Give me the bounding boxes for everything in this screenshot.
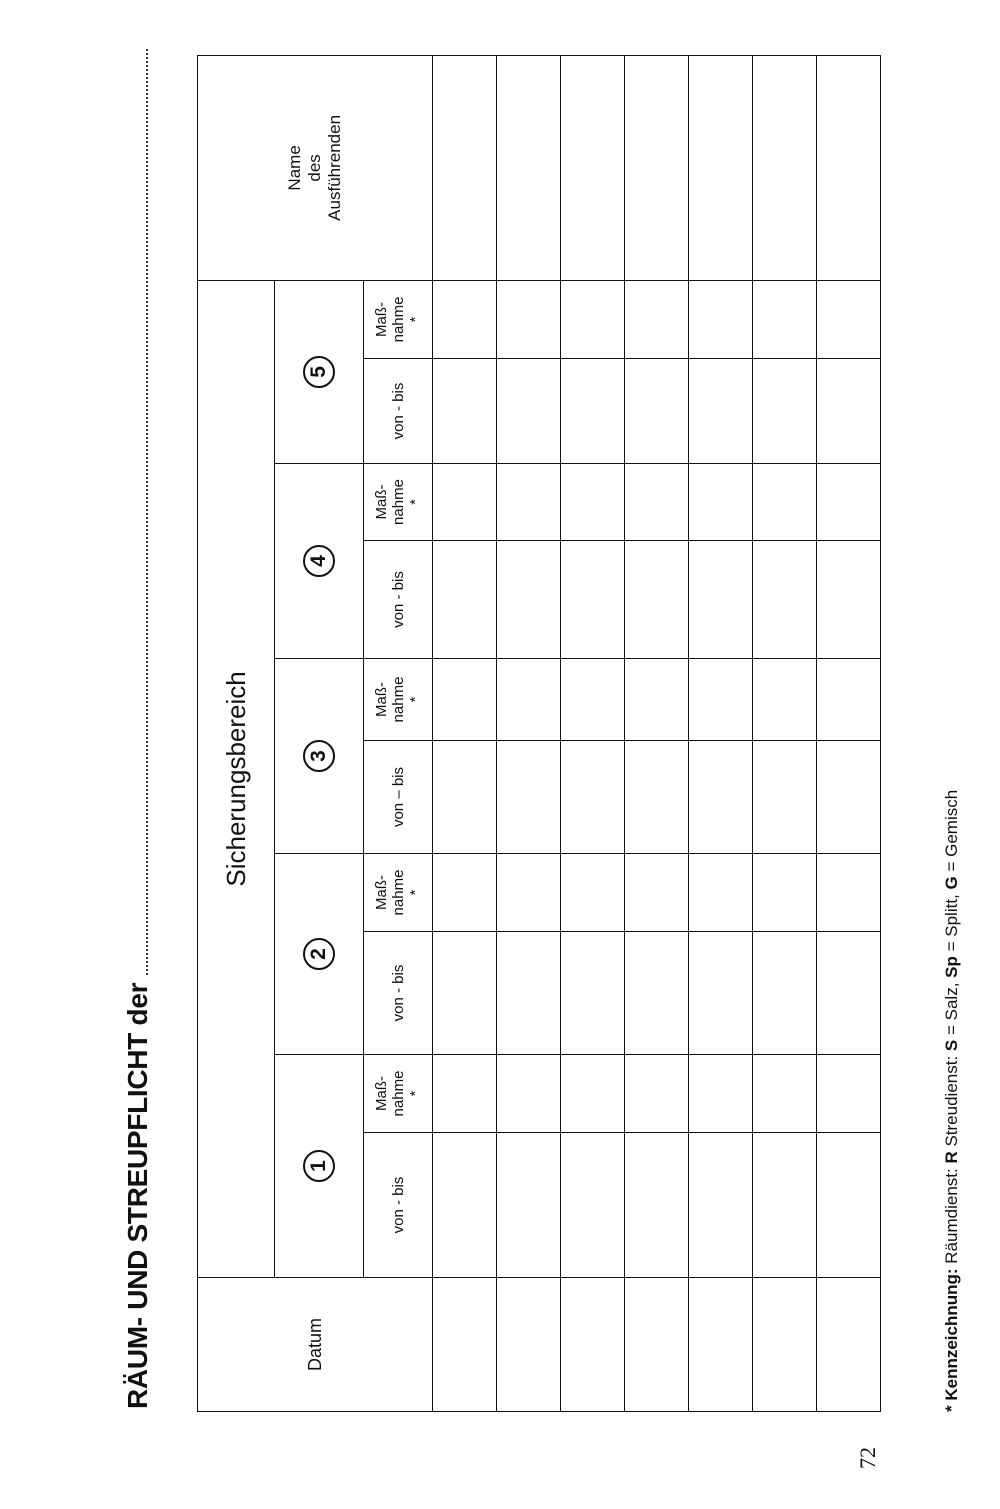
footnote-g-code: G <box>942 876 961 890</box>
header-massnahme-line: nahme <box>389 869 407 916</box>
table-cell[interactable] <box>817 854 881 932</box>
header-area-4 <box>275 464 364 659</box>
table-cell[interactable] <box>689 359 753 464</box>
header-massnahme-line: Maß- <box>372 301 390 337</box>
table-cell[interactable] <box>817 659 881 741</box>
header-von-bis: von - bis <box>364 1133 433 1278</box>
table-row <box>753 55 817 1411</box>
table-cell[interactable] <box>561 1133 625 1278</box>
table-row <box>689 55 753 1411</box>
table-cell[interactable] <box>497 280 561 358</box>
table-cell[interactable] <box>433 1133 497 1278</box>
table-cell[interactable] <box>625 659 689 741</box>
area-number-badge: 1 <box>303 1150 335 1182</box>
footnote-raeum-text: Räumdienst: <box>942 1163 961 1269</box>
duty-log-table <box>197 55 881 1412</box>
header-massnahme-line: Maß- <box>372 682 390 717</box>
table-cell[interactable] <box>561 280 625 358</box>
table-cell[interactable] <box>497 359 561 464</box>
table-cell[interactable] <box>497 55 561 280</box>
page-title: RÄUM- UND STREUPFLICHT der <box>122 982 153 1409</box>
area-number-badge: 2 <box>303 938 335 970</box>
table-cell[interactable] <box>753 854 817 932</box>
table-cell[interactable] <box>561 659 625 741</box>
table-cell[interactable] <box>625 541 689 659</box>
table-cell[interactable] <box>625 464 689 541</box>
table-cell[interactable] <box>497 541 561 659</box>
header-area-3 <box>275 659 364 854</box>
table-cell[interactable] <box>753 1278 817 1412</box>
table-cell[interactable] <box>625 932 689 1055</box>
table-cell[interactable] <box>497 464 561 541</box>
table-cell[interactable] <box>625 280 689 358</box>
header-area-5 <box>275 280 364 463</box>
header-massnahme-line: nahme <box>389 479 407 525</box>
table-row <box>625 55 689 1411</box>
table-cell[interactable] <box>625 359 689 464</box>
table-row <box>497 55 561 1411</box>
table-cell[interactable] <box>817 359 881 464</box>
table-cell[interactable] <box>689 1278 753 1412</box>
footnote-s-code: S <box>942 1039 961 1052</box>
header-massnahme-line: nahme <box>389 676 407 723</box>
table-cell[interactable] <box>433 1278 497 1412</box>
footnote-label: Kennzeichnung: <box>942 1268 961 1401</box>
header-massnahme-line: Maß- <box>372 484 390 520</box>
table-cell[interactable] <box>689 1055 753 1133</box>
table-cell[interactable] <box>561 741 625 854</box>
table-cell[interactable] <box>689 1133 753 1278</box>
footnote-prefix: * <box>942 1400 961 1412</box>
table-cell[interactable] <box>817 280 881 358</box>
table-cell[interactable] <box>497 932 561 1055</box>
footnote-streu-text: Streudienst: <box>942 1051 961 1152</box>
header-massnahme-line: nahme <box>389 1070 407 1117</box>
title-row <box>120 49 154 1409</box>
table-cell[interactable] <box>561 541 625 659</box>
table-cell[interactable] <box>561 464 625 541</box>
title-fill-line <box>146 49 148 975</box>
table-cell[interactable] <box>817 932 881 1055</box>
table-cell[interactable] <box>689 280 753 358</box>
footnote-sp-text: = Splitt, <box>942 889 961 957</box>
footnote-sp-code: Sp <box>942 956 961 978</box>
table-cell[interactable] <box>753 1133 817 1278</box>
table-cell[interactable] <box>625 741 689 854</box>
table-cell[interactable] <box>753 55 817 280</box>
table-cell[interactable] <box>753 659 817 741</box>
table-cell[interactable] <box>753 1055 817 1133</box>
table-cell[interactable] <box>817 741 881 854</box>
table-cell[interactable] <box>497 1278 561 1412</box>
header-massnahme-line: nahme <box>389 296 407 343</box>
header-area-2 <box>275 854 364 1055</box>
table-cell[interactable] <box>625 55 689 280</box>
header-datum: Datum <box>198 1278 433 1412</box>
table-cell[interactable] <box>561 854 625 932</box>
table-cell[interactable] <box>497 659 561 741</box>
table-cell[interactable] <box>497 1055 561 1133</box>
table-row <box>433 55 497 1411</box>
table-cell[interactable] <box>433 541 497 659</box>
footnote-raeum-code: R <box>942 1151 961 1164</box>
table-cell[interactable] <box>753 541 817 659</box>
table-cell[interactable] <box>561 55 625 280</box>
header-massnahme <box>364 1055 433 1133</box>
table-cell[interactable] <box>689 741 753 854</box>
area-number-badge: 5 <box>303 356 335 388</box>
area-number-badge: 4 <box>303 545 335 577</box>
table-cell[interactable] <box>817 541 881 659</box>
table-cell[interactable] <box>689 464 753 541</box>
table-cell[interactable] <box>561 1278 625 1412</box>
area-number-badge: 3 <box>303 740 335 772</box>
table-row <box>817 55 881 1411</box>
footnote-s-text: = Salz, <box>942 977 961 1040</box>
table-cell[interactable] <box>817 1133 881 1278</box>
page-number: 72 <box>855 1447 880 1469</box>
table-cell[interactable] <box>625 1133 689 1278</box>
header-von-bis: von - bis <box>364 932 433 1055</box>
table-cell[interactable] <box>689 541 753 659</box>
table-cell[interactable] <box>433 741 497 854</box>
table-cell[interactable] <box>561 1055 625 1133</box>
header-sicherungsbereich: Sicherungsbereich <box>198 280 275 1277</box>
table-cell[interactable] <box>433 932 497 1055</box>
header-von-bis: von - bis <box>364 541 433 659</box>
header-area-1 <box>275 1055 364 1278</box>
table-row <box>561 55 625 1411</box>
table-cell[interactable] <box>753 932 817 1055</box>
table-cell[interactable] <box>433 55 497 280</box>
header-massnahme <box>364 854 433 932</box>
table-cell[interactable] <box>753 464 817 541</box>
table-cell[interactable] <box>433 1055 497 1133</box>
header-massnahme-line: * <box>406 1090 424 1097</box>
header-name-line: Ausführenden <box>325 114 344 221</box>
table-cell[interactable] <box>689 55 753 280</box>
table-cell[interactable] <box>433 854 497 932</box>
table-cell[interactable] <box>497 741 561 854</box>
table-cell[interactable] <box>497 854 561 932</box>
header-massnahme-line: Maß- <box>372 1076 390 1111</box>
header-massnahme-line: Maß- <box>372 875 390 910</box>
table-cell[interactable] <box>817 55 881 280</box>
table-cell[interactable] <box>561 359 625 464</box>
table-cell[interactable] <box>817 464 881 541</box>
header-name-line: Name <box>285 145 304 191</box>
table-cell[interactable] <box>817 1278 881 1412</box>
footnote-g-text: = Gemisch <box>942 789 961 877</box>
table-cell[interactable] <box>689 659 753 741</box>
table-cell[interactable] <box>689 932 753 1055</box>
header-von-bis: von - bis <box>364 359 433 464</box>
header-massnahme <box>364 659 433 741</box>
table-cell[interactable] <box>625 854 689 932</box>
header-massnahme-line: * <box>406 889 424 896</box>
header-massnahme-line: * <box>406 499 424 505</box>
header-massnahme <box>364 464 433 541</box>
header-massnahme-line: * <box>406 316 424 323</box>
header-von-bis: von – bis <box>364 741 433 854</box>
table-cell[interactable] <box>497 1133 561 1278</box>
table-cell[interactable] <box>433 659 497 741</box>
table-cell[interactable] <box>433 359 497 464</box>
table-cell[interactable] <box>625 1278 689 1412</box>
table-cell[interactable] <box>689 854 753 932</box>
header-name-line: des <box>305 154 324 182</box>
table-cell[interactable] <box>753 359 817 464</box>
table-cell[interactable] <box>753 280 817 358</box>
table-cell[interactable] <box>433 280 497 358</box>
table-cell[interactable] <box>817 1055 881 1133</box>
footnote <box>942 790 962 1412</box>
table-cell[interactable] <box>625 1055 689 1133</box>
table-cell[interactable] <box>561 932 625 1055</box>
table-cell[interactable] <box>753 741 817 854</box>
header-name <box>198 55 433 280</box>
header-massnahme-line: * <box>406 696 424 703</box>
header-massnahme <box>364 280 433 358</box>
table-cell[interactable] <box>433 464 497 541</box>
